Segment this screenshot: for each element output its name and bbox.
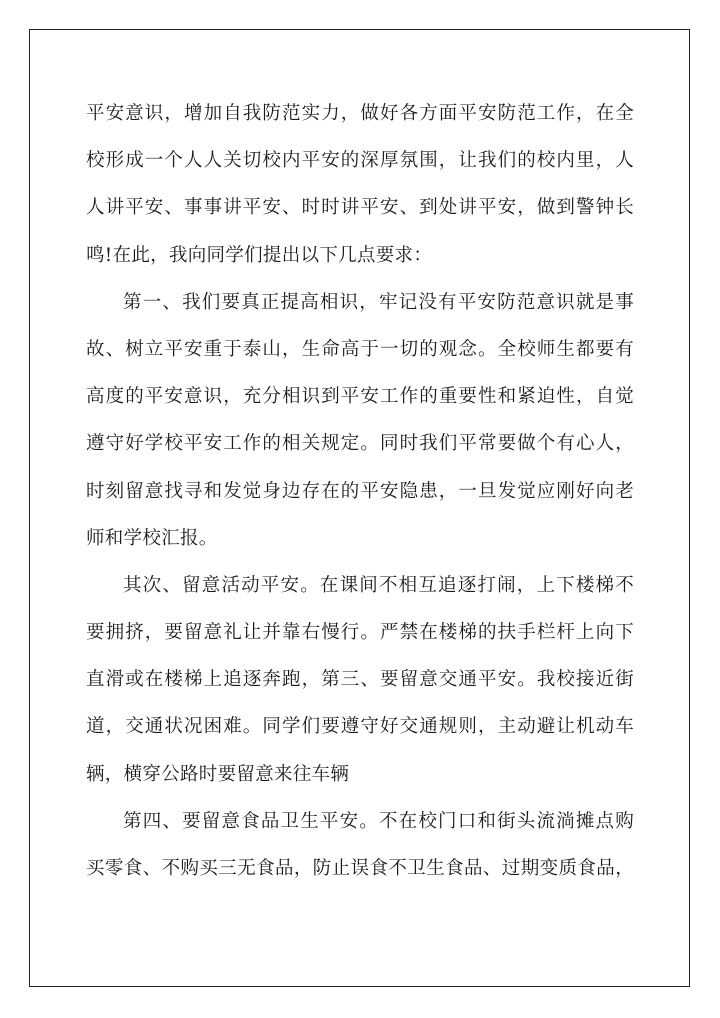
text-line: 时刻留意找寻和发觉身边存在的平安隐患，一旦发觉应刚好向老 xyxy=(86,480,634,502)
text-line: 第一、我们要真正提高相识，牢记没有平安防范意识就是事 xyxy=(123,291,634,313)
text-line: 校形成一个人人关切校内平安的深厚氛围，让我们的校内里，人 xyxy=(86,150,634,172)
text-line: 要拥挤，要留意礼让并靠右慢行。严禁在楼梯的扶手栏杆上向下 xyxy=(86,622,634,644)
text-line: 高度的平安意识，充分相识到平安工作的重要性和紧迫性，自觉 xyxy=(86,386,634,408)
text-line: 鸣!在此，我向同学们提出以下几点要求： xyxy=(86,244,433,266)
text-line: 辆，横穿公路时要留意来往车辆 xyxy=(86,763,350,785)
text-line: 道，交通状况困难。同学们要遵守好交通规则，主动避让机动车 xyxy=(86,716,634,738)
document-body xyxy=(86,90,634,892)
text-line: 平安意识，增加自我防范实力，做好各方面平安防范工作，在全 xyxy=(86,103,634,124)
text-line: 故、树立平安重于泰山，生命高于一切的观念。全校师生都要有 xyxy=(86,338,634,360)
text-line: 直滑或在楼梯上追逐奔跑，第三、要留意交通平安。我校接近街 xyxy=(86,669,634,691)
text-line: 第四、要留意食品卫生平安。不在校门口和街头流淌摊点购 xyxy=(123,810,634,832)
text-line: 师和学校汇报。 xyxy=(86,527,218,549)
text-line: 人讲平安、事事讲平安、时时讲平安、到处讲平安，做到警钟长 xyxy=(86,197,634,219)
text-line: 其次、留意活动平安。在课间不相互追逐打闹，上下楼梯不 xyxy=(123,574,634,596)
text-line: 买零食、不购买三无食品，防止误食不卫生食品、过期变质食品， xyxy=(86,858,634,879)
text-line: 遵守好学校平安工作的相关规定。同时我们平常要做个有心人， xyxy=(86,433,634,455)
